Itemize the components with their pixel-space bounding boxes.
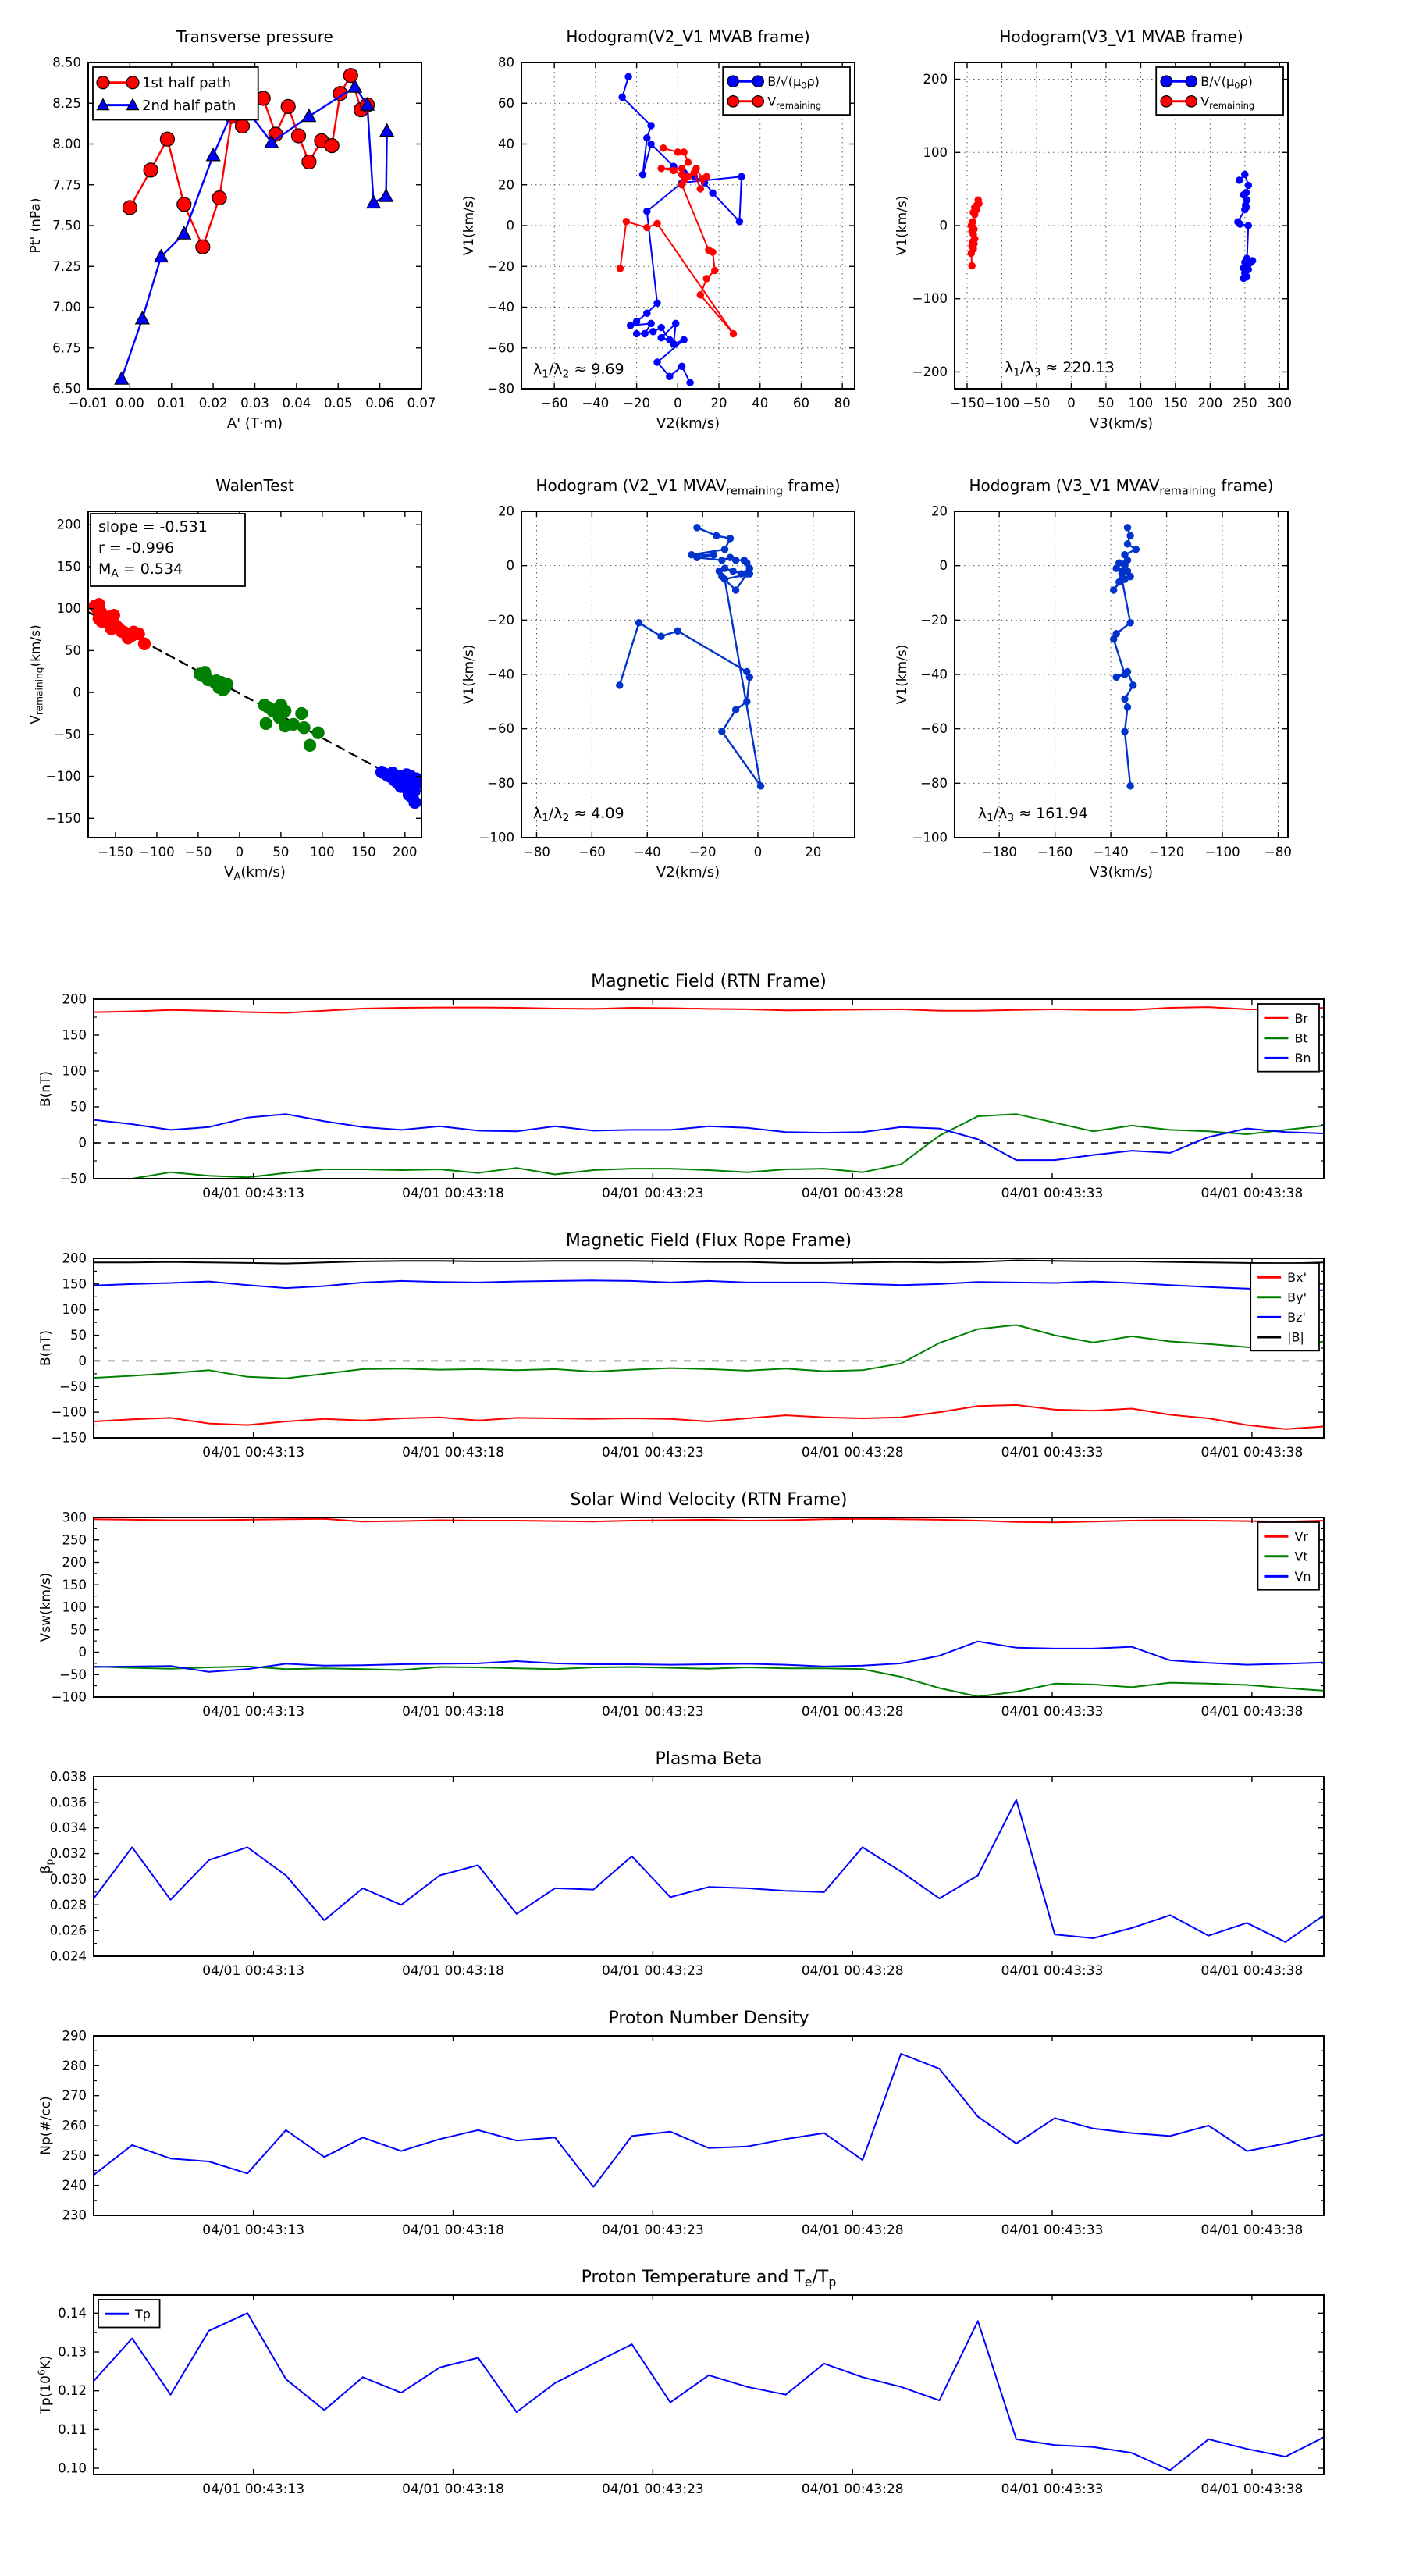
- svg-text:−180: −180: [981, 845, 1017, 859]
- svg-text:0.034: 0.034: [49, 1820, 87, 1836]
- svg-text:150: 150: [62, 1027, 87, 1043]
- svg-text:−60: −60: [487, 340, 514, 356]
- svg-text:0: 0: [78, 1135, 87, 1151]
- svg-text:−140: −140: [1093, 845, 1129, 859]
- svg-text:04/01 00:43:28: 04/01 00:43:28: [801, 1704, 904, 1720]
- svg-text:40: 40: [498, 137, 514, 151]
- svg-text:−150: −150: [949, 396, 985, 411]
- svg-text:0.11: 0.11: [58, 2421, 87, 2437]
- svg-text:100: 100: [62, 1599, 87, 1615]
- chart-hodogram-v3v1-mvab: [896, 8, 1302, 433]
- svg-text:−80: −80: [487, 775, 514, 791]
- svg-text:100: 100: [1128, 396, 1154, 411]
- svg-text:−80: −80: [920, 775, 948, 791]
- svg-text:04/01 00:43:18: 04/01 00:43:18: [402, 1186, 504, 1201]
- svg-text:Bz': Bz': [1287, 1310, 1306, 1325]
- svg-text:50: 50: [272, 845, 290, 859]
- svg-text:V1(km/s): V1(km/s): [463, 195, 477, 256]
- svg-text:Magnetic Field (Flux Rope Fram: Magnetic Field (Flux Rope Frame): [565, 1231, 852, 1251]
- svg-text:04/01 00:43:38: 04/01 00:43:38: [1200, 1445, 1304, 1461]
- svg-text:−100: −100: [912, 830, 948, 845]
- svg-text:0: 0: [506, 218, 514, 233]
- svg-text:Vremaining: $V_{remaining}$: [767, 94, 822, 111]
- svg-text:Transverse pressure: Transverse pressure: [176, 27, 333, 46]
- chart-magnetic-field-rtn: [31, 968, 1343, 1210]
- svg-text:−100: −100: [912, 291, 948, 307]
- svg-text:0: 0: [73, 685, 81, 700]
- svg-text:0: 0: [78, 1353, 87, 1368]
- svg-text:Hodogram(V2_V1 MVAB frame): Hodogram(V2_V1 MVAB frame): [566, 27, 810, 46]
- svg-text:Tp: Tp: [135, 2306, 151, 2322]
- svg-text:300: 300: [62, 1510, 87, 1525]
- svg-text:200: 200: [62, 991, 87, 1007]
- svg-text:−60: −60: [540, 396, 568, 411]
- svg-text:−50: −50: [184, 845, 212, 859]
- svg-text:150: 150: [1163, 396, 1188, 411]
- svg-text:04/01 00:43:28: 04/01 00:43:28: [801, 1186, 904, 1201]
- svg-text:0.12: 0.12: [58, 2383, 87, 2399]
- svg-text:7.50: 7.50: [52, 218, 81, 233]
- chart-walen-test: [30, 457, 436, 882]
- svg-text:04/01 00:43:38: 04/01 00:43:38: [1200, 1704, 1304, 1720]
- svg-text:250: 250: [62, 2147, 87, 2163]
- svg-text:−40: −40: [633, 845, 661, 859]
- svg-text:−120: −120: [1148, 845, 1185, 859]
- svg-text:−40: −40: [582, 396, 610, 411]
- svg-text:−60: −60: [920, 721, 948, 737]
- svg-text:50: 50: [65, 642, 81, 658]
- svg-text:7.75: 7.75: [52, 177, 81, 193]
- svg-text:7.25: 7.25: [52, 258, 81, 274]
- svg-text:−20: −20: [920, 612, 948, 628]
- svg-text:0.028: 0.028: [49, 1897, 87, 1912]
- svg-text:0: 0: [939, 218, 948, 233]
- svg-text:λ1/λ3 ≈ 161.94: $\lambda_1/\lambda_3 \approx 161.94$: [977, 804, 1088, 825]
- svg-text:−50: −50: [59, 1171, 87, 1187]
- svg-text:300: 300: [1267, 396, 1293, 411]
- svg-text:8.50: 8.50: [52, 55, 81, 70]
- svg-text:Proton Temperature and Te/Tp: Proton Temperature and $T_e/T_p$: [581, 2268, 837, 2290]
- svg-text:|B|: |B|: [1287, 1329, 1304, 1345]
- svg-text:−60: −60: [578, 845, 606, 859]
- svg-text:04/01 00:43:33: 04/01 00:43:33: [1001, 1963, 1104, 1979]
- svg-text:Solar Wind Velocity (RTN Frame: Solar Wind Velocity (RTN Frame): [570, 1490, 848, 1510]
- svg-text:Hodogram (V2_V1 MVAVremaining: Hodogram (V2_V1 $MVAV_{remaining}$ frame): [535, 476, 841, 498]
- svg-text:0.07: 0.07: [407, 396, 436, 411]
- svg-text:0: 0: [506, 558, 514, 574]
- svg-text:−150: −150: [51, 1430, 87, 1446]
- svg-text:200: 200: [1197, 396, 1223, 411]
- svg-text:Pt' (nPa): Pt' (nPa): [30, 197, 44, 254]
- svg-text:−40: −40: [487, 300, 514, 315]
- svg-text:λ1/λ2 ≈ 4.09: $\lambda_1/\lambda_2 \approx 4.09$: [532, 804, 624, 825]
- svg-text:60: 60: [792, 396, 809, 411]
- svg-text:Magnetic Field (RTN Frame): Magnetic Field (RTN Frame): [591, 972, 827, 991]
- chart-magnetic-field-flux-rope: [31, 1227, 1343, 1469]
- svg-text:λ1/λ3 ≈ 220.13: $\lambda_1/\lambda_3 \approx 220.13$: [1005, 359, 1115, 379]
- svg-text:0.00: 0.00: [116, 396, 144, 411]
- svg-text:04/01 00:43:23: 04/01 00:43:23: [601, 2482, 704, 2497]
- svg-text:20: 20: [498, 177, 514, 193]
- svg-text:240: 240: [62, 2178, 87, 2194]
- svg-text:6.50: 6.50: [52, 381, 81, 397]
- svg-text:230: 230: [62, 2208, 87, 2223]
- svg-text:0.06: 0.06: [365, 396, 394, 411]
- svg-text:04/01 00:43:13: 04/01 00:43:13: [202, 1445, 305, 1461]
- svg-text:2nd half path: 2nd half path: [142, 97, 237, 114]
- svg-text:Vn: Vn: [1294, 1569, 1311, 1584]
- chart-hodogram-v3v1-mvav: [896, 457, 1302, 882]
- svg-text:04/01 00:43:13: 04/01 00:43:13: [202, 1186, 305, 1201]
- svg-text:−40: −40: [487, 667, 514, 682]
- svg-text:Hodogram (V3_V1 MVAVremaining: Hodogram (V3_V1 $MVAV_{remaining}$ frame): [969, 476, 1274, 498]
- svg-text:Proton Number Density: Proton Number Density: [608, 2008, 809, 2028]
- svg-text:8.00: 8.00: [52, 137, 81, 151]
- svg-text:260: 260: [62, 2118, 87, 2133]
- svg-text:04/01 00:43:23: 04/01 00:43:23: [601, 1186, 704, 1201]
- svg-text:200: 200: [393, 845, 418, 859]
- svg-text:−50: −50: [1023, 396, 1051, 411]
- svg-text:04/01 00:43:18: 04/01 00:43:18: [402, 1704, 504, 1720]
- svg-text:−80: −80: [487, 381, 514, 397]
- svg-text:40: 40: [752, 396, 769, 411]
- svg-text:04/01 00:43:28: 04/01 00:43:28: [801, 1445, 904, 1461]
- svg-text:100: 100: [62, 1063, 87, 1079]
- svg-text:r = -0.996: r = -0.996: [98, 539, 175, 557]
- svg-text:200: 200: [923, 72, 948, 87]
- chart-transverse-pressure: [30, 8, 436, 433]
- svg-text:−80: −80: [523, 845, 550, 859]
- svg-text:50: 50: [70, 1099, 87, 1115]
- svg-text:150: 150: [351, 845, 376, 859]
- svg-text:−40: −40: [920, 667, 948, 682]
- svg-text:βp: $\beta_p$: [38, 1859, 55, 1874]
- svg-text:−50: −50: [59, 1667, 87, 1682]
- svg-text:290: 290: [62, 2028, 87, 2044]
- svg-text:By': By': [1287, 1290, 1307, 1305]
- svg-text:20: 20: [498, 503, 514, 519]
- svg-text:150: 150: [56, 559, 81, 575]
- svg-text:0.038: 0.038: [49, 1769, 87, 1784]
- svg-text:04/01 00:43:38: 04/01 00:43:38: [1200, 2482, 1304, 2497]
- svg-text:B(nT): B(nT): [38, 1329, 54, 1367]
- svg-text:0.026: 0.026: [49, 1923, 87, 1938]
- svg-text:1st half path: 1st half path: [142, 75, 232, 92]
- svg-text:Vt: Vt: [1294, 1549, 1308, 1564]
- svg-text:04/01 00:43:28: 04/01 00:43:28: [801, 2482, 904, 2497]
- chart-plasma-beta: [31, 1745, 1343, 1987]
- svg-text:04/01 00:43:38: 04/01 00:43:38: [1200, 1963, 1304, 1979]
- svg-text:0.030: 0.030: [49, 1871, 87, 1887]
- svg-text:Vsw(km/s): Vsw(km/s): [38, 1572, 54, 1642]
- svg-text:200: 200: [56, 517, 81, 532]
- svg-text:Vremaining: $V_{remaining}$: [1200, 94, 1255, 111]
- chart-proton-number-density: [31, 2005, 1343, 2247]
- svg-text:0.032: 0.032: [49, 1846, 87, 1862]
- svg-text:20: 20: [931, 503, 948, 519]
- svg-text:−60: −60: [487, 721, 514, 737]
- svg-text:04/01 00:43:23: 04/01 00:43:23: [601, 1963, 704, 1979]
- svg-text:04/01 00:43:13: 04/01 00:43:13: [202, 1704, 305, 1720]
- svg-text:0.03: 0.03: [240, 396, 269, 411]
- svg-text:V2(km/s): V2(km/s): [656, 864, 720, 881]
- svg-text:04/01 00:43:13: 04/01 00:43:13: [202, 1963, 305, 1979]
- svg-text:−20: −20: [487, 612, 514, 628]
- svg-text:slope = -0.531: slope = -0.531: [98, 518, 208, 535]
- svg-text:0: 0: [1067, 396, 1076, 411]
- svg-text:−200: −200: [912, 364, 948, 379]
- svg-text:04/01 00:43:23: 04/01 00:43:23: [601, 1445, 704, 1461]
- svg-text:0: 0: [235, 845, 244, 859]
- svg-text:04/01 00:43:18: 04/01 00:43:18: [402, 2482, 504, 2497]
- svg-text:04/01 00:43:18: 04/01 00:43:18: [402, 2222, 504, 2238]
- svg-text:04/01 00:43:33: 04/01 00:43:33: [1001, 1186, 1104, 1201]
- svg-text:Vr: Vr: [1294, 1528, 1308, 1544]
- svg-text:−100: −100: [51, 1404, 87, 1420]
- svg-text:Bt: Bt: [1294, 1030, 1308, 1046]
- svg-text:04/01 00:43:33: 04/01 00:43:33: [1001, 1704, 1104, 1720]
- svg-text:0.10: 0.10: [58, 2460, 87, 2476]
- svg-text:80: 80: [498, 55, 514, 70]
- svg-text:280: 280: [62, 2058, 87, 2073]
- svg-text:04/01 00:43:28: 04/01 00:43:28: [801, 2222, 904, 2238]
- svg-text:Br: Br: [1294, 1010, 1309, 1026]
- svg-text:50: 50: [70, 1328, 87, 1343]
- svg-text:V3(km/s): V3(km/s): [1089, 415, 1154, 432]
- svg-text:100: 100: [62, 1302, 87, 1318]
- svg-text:0.024: 0.024: [49, 1948, 87, 1964]
- svg-text:−20: −20: [623, 396, 651, 411]
- svg-text:8.25: 8.25: [52, 95, 81, 111]
- svg-text:Bx': Bx': [1287, 1269, 1307, 1285]
- chart-hodogram-v2v1-mvav: [463, 457, 869, 882]
- svg-text:50: 50: [1097, 396, 1115, 411]
- svg-text:04/01 00:43:33: 04/01 00:43:33: [1001, 1445, 1104, 1461]
- svg-text:VA(km/s): $V_A(km/s)$: [224, 864, 286, 882]
- svg-text:0: 0: [939, 558, 948, 574]
- svg-text:04/01 00:43:28: 04/01 00:43:28: [801, 1963, 904, 1979]
- svg-text:04/01 00:43:18: 04/01 00:43:18: [402, 1445, 504, 1461]
- svg-text:7.00: 7.00: [52, 300, 81, 315]
- svg-text:Tp(106K): $Tp(10^6K)$: [36, 2355, 54, 2414]
- svg-text:0.04: 0.04: [282, 396, 311, 411]
- svg-text:60: 60: [498, 95, 514, 111]
- svg-text:0.14: 0.14: [58, 2305, 87, 2321]
- svg-text:150: 150: [62, 1577, 87, 1592]
- svg-text:0: 0: [753, 845, 763, 859]
- svg-text:04/01 00:43:13: 04/01 00:43:13: [202, 2222, 305, 2238]
- svg-text:04/01 00:43:33: 04/01 00:43:33: [1001, 2482, 1104, 2497]
- svg-text:0: 0: [674, 396, 682, 411]
- svg-text:200: 200: [62, 1251, 87, 1266]
- svg-text:−20: −20: [487, 258, 514, 274]
- svg-text:100: 100: [310, 845, 335, 859]
- svg-text:04/01 00:43:23: 04/01 00:43:23: [601, 1704, 704, 1720]
- svg-text:20: 20: [710, 396, 727, 411]
- svg-text:V1(km/s): V1(km/s): [463, 644, 477, 705]
- svg-text:V1(km/s): V1(km/s): [896, 195, 910, 256]
- svg-text:−50: −50: [54, 727, 81, 742]
- svg-text:B(nT): B(nT): [38, 1070, 54, 1108]
- chart-solar-wind-velocity: [31, 1486, 1343, 1728]
- chart-hodogram-v2v1-mvab: [463, 8, 869, 433]
- svg-text:04/01 00:43:38: 04/01 00:43:38: [1200, 2222, 1304, 2238]
- svg-text:−100: −100: [984, 396, 1020, 411]
- svg-text:B/√(μ0ρ): $B/√(\mu_0\rho)$: [1200, 73, 1253, 91]
- svg-text:0.05: 0.05: [323, 396, 353, 411]
- svg-text:Plasma Beta: Plasma Beta: [655, 1749, 763, 1769]
- svg-text:Np(#/cc): Np(#/cc): [38, 2096, 54, 2155]
- svg-text:V3(km/s): V3(km/s): [1089, 864, 1154, 881]
- svg-text:0.036: 0.036: [49, 1795, 87, 1810]
- svg-text:−50: −50: [59, 1379, 87, 1394]
- svg-text:0.02: 0.02: [198, 396, 228, 411]
- svg-text:V2(km/s): V2(km/s): [656, 415, 720, 432]
- svg-text:−80: −80: [1264, 845, 1292, 859]
- svg-text:−150: −150: [98, 845, 133, 859]
- svg-text:−0.01: −0.01: [68, 396, 108, 411]
- svg-text:−100: −100: [51, 1689, 87, 1705]
- svg-text:WalenTest: WalenTest: [215, 476, 294, 495]
- svg-text:A' (T·m): A' (T·m): [226, 415, 283, 432]
- svg-text:Hodogram(V3_V1 MVAB frame): Hodogram(V3_V1 MVAB frame): [999, 27, 1243, 46]
- svg-text:−160: −160: [1037, 845, 1073, 859]
- svg-text:−150: −150: [45, 810, 81, 826]
- svg-text:250: 250: [62, 1532, 87, 1548]
- chart-proton-temperature: [31, 2264, 1343, 2506]
- svg-text:0.01: 0.01: [157, 396, 187, 411]
- svg-text:80: 80: [834, 396, 851, 411]
- svg-text:50: 50: [70, 1622, 87, 1638]
- svg-text:V1(km/s): V1(km/s): [896, 644, 910, 705]
- svg-text:0: 0: [78, 1645, 87, 1660]
- svg-text:270: 270: [62, 2088, 87, 2104]
- svg-text:200: 200: [62, 1555, 87, 1570]
- svg-text:04/01 00:43:38: 04/01 00:43:38: [1200, 1186, 1304, 1201]
- svg-text:Bn: Bn: [1294, 1051, 1311, 1066]
- svg-text:04/01 00:43:18: 04/01 00:43:18: [402, 1963, 504, 1979]
- svg-text:−100: −100: [45, 769, 81, 785]
- svg-text:λ1/λ2 ≈ 9.69: $\lambda_1/\lambda_2 \approx 9.69$: [532, 361, 624, 381]
- svg-text:150: 150: [62, 1276, 87, 1292]
- svg-text:−100: −100: [1204, 845, 1240, 859]
- svg-text:04/01 00:43:13: 04/01 00:43:13: [202, 2482, 305, 2497]
- svg-text:−20: −20: [688, 845, 717, 859]
- svg-text:Vremaining(km/s): $V_{remaining}(km/s)$: [30, 624, 45, 724]
- svg-text:MA = 0.534: $M_A = 0.534$: [98, 560, 183, 581]
- svg-text:20: 20: [805, 845, 822, 859]
- svg-text:−100: −100: [139, 845, 175, 859]
- svg-text:100: 100: [923, 144, 948, 160]
- svg-text:0.13: 0.13: [58, 2344, 87, 2360]
- svg-text:B/√(μ0ρ): $B/√(\mu_0\rho)$: [767, 73, 820, 91]
- svg-text:−100: −100: [478, 830, 514, 845]
- svg-text:6.75: 6.75: [52, 340, 81, 356]
- svg-text:04/01 00:43:33: 04/01 00:43:33: [1001, 2222, 1104, 2238]
- svg-text:250: 250: [1232, 396, 1257, 411]
- svg-text:100: 100: [56, 601, 81, 617]
- svg-text:04/01 00:43:23: 04/01 00:43:23: [601, 2222, 704, 2238]
